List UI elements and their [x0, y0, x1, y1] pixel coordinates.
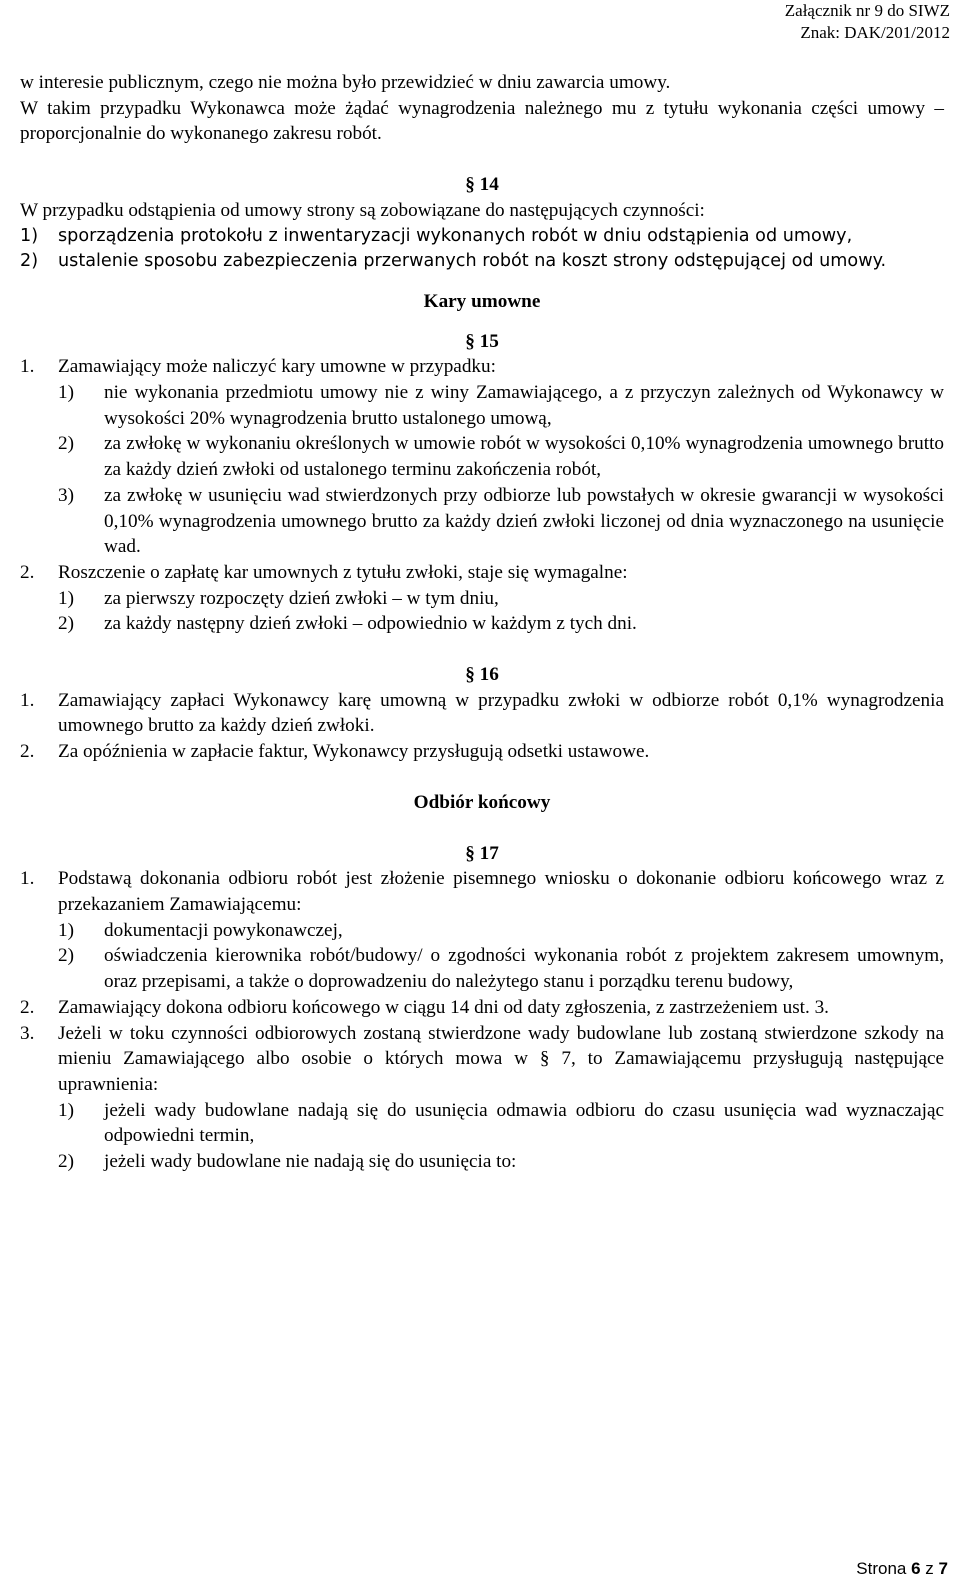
- page-separator: z: [925, 1559, 934, 1578]
- item-text: oświadczenia kierownika robót/budowy/ o zgodności wykonania robót z projektem zakresem umownym, oraz przepisami, a także o doprowadzeniu do należytego stanu i porządku terenu budowy,: [104, 945, 944, 993]
- section-15-paragraph-2: [20, 560, 944, 586]
- page-label: Strona: [856, 1559, 907, 1578]
- list-item: [58, 943, 944, 994]
- item-number: 2): [20, 251, 39, 272]
- paragraph-number: 1.: [20, 868, 35, 890]
- list-item: [58, 1149, 944, 1175]
- list-item: [58, 918, 944, 944]
- paragraph-number: 1.: [20, 689, 35, 711]
- item-text: za zwłokę w wykonaniu określonych w umowie robót w wysokości 0,10% wynagrodzenia umownego brutto za każdy dzień zwłoki od ustalonego terminu zakończenia robót,: [104, 433, 944, 481]
- paragraph-number: 1.: [20, 356, 35, 378]
- item-number: 2): [58, 1151, 74, 1173]
- list-item: [58, 1098, 944, 1149]
- heading-kary-umowne: Kary umowne: [423, 290, 541, 312]
- item-number: 1): [58, 1099, 74, 1121]
- item-text: sporządzenia protokołu z inwentaryzacji wykonanych robót w dniu odstąpienia od umowy,: [58, 225, 853, 246]
- item-number: 2): [58, 433, 74, 455]
- list-item: [58, 586, 944, 612]
- reference-number: Znak: DAK/201/2012: [800, 23, 950, 42]
- page-header: [785, 0, 950, 44]
- section-14-item: [20, 249, 944, 275]
- attachment-label: Załącznik nr 9 do SIWZ: [784, 1, 950, 20]
- list-item: [58, 431, 944, 482]
- item-text: jeżeli wady budowlane nie nadają się do usunięcia to:: [104, 1151, 517, 1173]
- section-14-mark: § 14: [465, 174, 499, 196]
- item-text: za każdy następny dzień zwłoki – odpowiednio w każdym z tych dni.: [104, 613, 637, 635]
- paragraph-text: Zamawiający dokona odbioru końcowego w ciągu 14 dni od daty zgłoszenia, z zastrzeżeniem ust. 3.: [58, 996, 829, 1018]
- paragraph-lead: Podstawą dokonania odbioru robót jest złożenie pisemnego wniosku o dokonanie odbioru końcowego wraz z przekazaniem Zamawiającemu:: [58, 868, 944, 915]
- intro-line-1: w interesie publicznym, czego nie można było przewidzieć w dniu zawarcia umowy.: [20, 72, 671, 93]
- section-16-mark: § 16: [465, 664, 499, 686]
- item-number: 3): [58, 484, 74, 506]
- section-16-item: [20, 739, 944, 765]
- item-text: ustalenie sposobu zabezpieczenia przerwanych robót na koszt strony odstępującej od umowy.: [58, 251, 887, 272]
- item-number: 1): [58, 919, 74, 941]
- list-item: [58, 483, 944, 560]
- item-text: dokumentacji powykonawczej,: [104, 919, 343, 941]
- item-number: 2): [58, 945, 74, 967]
- paragraph-text: Zamawiający zapłaci Wykonawcy karę umowną w przypadku zwłoki w odbiorze robót 0,1% wynagrodzenia umownego brutto za każdy dzień zwłoki.: [58, 689, 944, 737]
- heading-odbior-koncowy: Odbiór końcowy: [413, 791, 551, 813]
- paragraph-text: Jeżeli w toku czynności odbiorowych zostaną stwierdzone wady budowlane lub zostaną stwierdzone szkody na mieniu Zamawiającego albo osobie o których mowa w § 7, to Zamawiającemu przysługują następujące uprawnienia:: [58, 1022, 944, 1095]
- paragraph-lead: Roszczenie o zapłatę kar umownych z tytułu zwłoki, staje się wymagalne:: [58, 561, 628, 583]
- item-number: 1): [20, 225, 39, 246]
- item-number: 1): [58, 382, 74, 404]
- list-item: [58, 611, 944, 637]
- section-14-item: [20, 224, 944, 250]
- paragraph-number: 2.: [20, 741, 35, 763]
- section-17-mark: § 17: [465, 842, 499, 864]
- item-text: za pierwszy rozpoczęty dzień zwłoki – w tym dniu,: [104, 587, 499, 609]
- item-text: jeżeli wady budowlane nadają się do usunięcia odmawia odbioru do czasu usunięcia wad wyznaczając odpowiedni termin,: [104, 1099, 944, 1147]
- document-body: [20, 70, 944, 1175]
- section-17-paragraph-3: [20, 1021, 944, 1098]
- section-15-paragraph-1: [20, 354, 944, 380]
- paragraph-text: Za opóźnienia w zapłacie faktur, Wykonawcy przysługują odsetki ustawowe.: [58, 741, 650, 763]
- item-number: 2): [58, 613, 74, 635]
- section-17-paragraph-1: [20, 866, 944, 917]
- paragraph-number: 2.: [20, 561, 35, 583]
- total-pages: 7: [938, 1559, 948, 1578]
- section-17-paragraph-2: [20, 995, 944, 1021]
- section-15-mark: § 15: [465, 330, 499, 352]
- paragraph-number: 3.: [20, 1022, 35, 1044]
- section-16-item: [20, 688, 944, 739]
- item-text: za zwłokę w usunięciu wad stwierdzonych przy odbiorze lub powstałych w okresie gwarancji w wysokości 0,10% wynagrodzenia umownego brutto za każdy dzień zwłoki liczonej od dnia wyznaczonego na usunięcie wad.: [104, 484, 944, 558]
- list-item: [58, 380, 944, 431]
- page-footer: [856, 1559, 948, 1579]
- paragraph-number: 2.: [20, 996, 35, 1018]
- current-page: 6: [911, 1559, 921, 1578]
- item-text: nie wykonania przedmiotu umowy nie z winy Zamawiającego, a z przyczyn zależnych od Wykonawcy w wysokości 20% wynagrodzenia brutto ustalonego umową,: [104, 382, 944, 429]
- intro-line-2: W takim przypadku Wykonawca może żądać wynagrodzenia należnego mu z tytułu wykonania części umowy – proporcjonalnie do wykonanego zakresu robót.: [20, 97, 944, 145]
- paragraph-lead: Zamawiający może naliczyć kary umowne w przypadku:: [58, 356, 496, 378]
- section-14-lead: W przypadku odstąpienia od umowy strony są zobowiązane do następujących czynności:: [20, 199, 705, 221]
- item-number: 1): [58, 587, 74, 609]
